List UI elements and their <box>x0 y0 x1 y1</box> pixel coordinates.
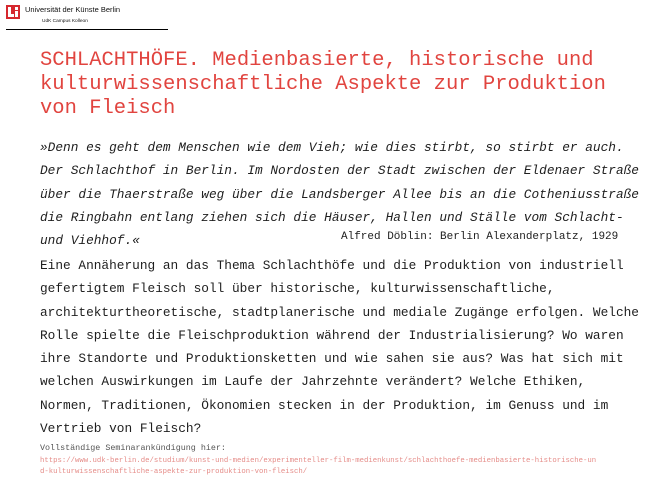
udk-logo-icon <box>6 5 20 19</box>
quote-source: Alfred Döblin: Berlin Alexanderplatz, 1929 <box>341 231 619 243</box>
logo-subtitle: UdK Campus Kolleon <box>42 19 88 24</box>
header-divider <box>6 29 168 30</box>
announcement-label: Vollständige Seminarankündigung hier: <box>40 443 226 453</box>
epigraph-quote: »Denn es geht dem Menschen wie dem Vieh; wie dies stirbt, so stirbt er auch. Der Schlachthof in Berlin. Im Nordosten der Stadt zwischen der Eldenaer Straße über die Thaerstraße weg über die Landsberger Allee bis an die Cotheniusstraße die Ringbahn entlang ziehen sich die Häuser, Hallen und Ställe vom Schlacht- und Viehhof.« <box>40 140 639 249</box>
site-header <box>6 4 121 26</box>
announcement-link[interactable]: https://www.udk-berlin.de/studium/kunst-und-medien/experimenteller-film-medienkunst/schlachthoefe-medienbasierte-historische-und-kulturwissenschaftliche-aspekte-zur-produktion-von-fleisch/ <box>40 457 597 476</box>
page-title: SCHLACHTHÖFE. Medienbasierte, historische und kulturwissenschaftliche Aspekte zur Produktion von Fleisch <box>40 49 606 120</box>
seminar-description: Eine Annäherung an das Thema Schlachthöfe und die Produktion von industriell gefertigtem Fleisch soll über historische, kulturwissenschaftliche, architekturtheoretische, stadtplanerische und mediale Zugänge erfolgen. Welche Rolle spielte die Fleischproduktion während der Industrialisierung? Wo waren ihre Standorte und Produktionsketten und wie sahen sie aus? Was hat sich mit welchen Auswirkungen im Laufe der Jahrzehnte verändert? Welche Ethiken, Normen, Traditionen, Ökonomien stecken in der Produktion, im Genuss und im Vertrieb von Fleisch? <box>40 258 639 437</box>
logo-name: Universität der Künste Berlin <box>25 5 121 14</box>
